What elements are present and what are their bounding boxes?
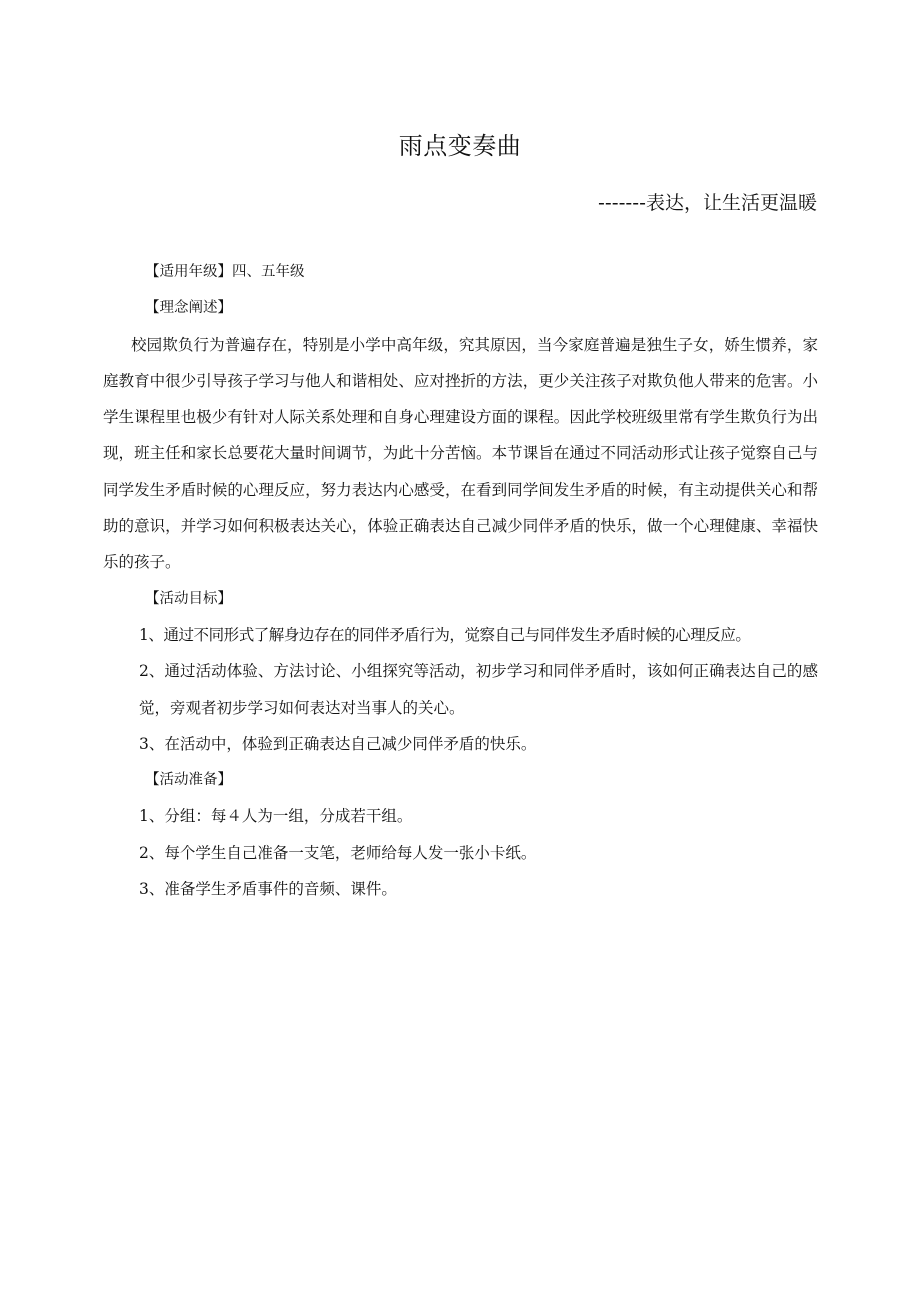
goals-heading: 【活动目标】 bbox=[145, 590, 232, 607]
document-title: 雨点变奏曲 bbox=[398, 132, 522, 160]
concept-heading: 【理念阐述】 bbox=[145, 300, 232, 317]
document-body bbox=[103, 254, 818, 907]
preparation-heading: 【活动准备】 bbox=[145, 772, 232, 789]
preparation-item-2: 2、每个学生自己准备一支笔，老师给每人发一张小卡纸。 bbox=[139, 843, 537, 862]
goal-item-1: 1、通过不同形式了解身边存在的同伴矛盾行为，觉察自己与同伴发生矛盾时候的心理反应。 bbox=[139, 625, 751, 644]
grade-line bbox=[103, 254, 818, 290]
grade-label: 【适用年级】 bbox=[145, 264, 232, 280]
preparation-item-1: 1、分组：每４人为一组，分成若干组。 bbox=[139, 807, 413, 826]
document-subtitle: -------表达，让生活更温暖 bbox=[598, 192, 817, 214]
concept-paragraph: 校园欺负行为普遍存在，特别是小学中高年级，究其原因，当今家庭普遍是独生子女，娇生惯养，家庭教育中很少引导孩子学习与他人和谐相处、应对挫折的方法，更少关注孩子对欺负他人带来的危害。小学生课程里也极少有针对人际关系处理和自身心理建设方面的课程。因此学校班级里常有学生欺负行为出现，班主任和家长总要花大量时间调节，为此十分苦恼。本节课旨在通过不同活动形式让孩子觉察自己与同学发生矛盾时候的心理反应，努力表达内心感受，在看到同学间发生矛盾的时候，有主动提供关心和帮助的意识，并学习如何积极表达关心，体验正确表达自己减少同伴矛盾的快乐，做一个心理健康、幸福快乐的孩子。 bbox=[103, 335, 818, 572]
grade-value: 四、五年级 bbox=[232, 264, 305, 280]
goal-item-2: 2、通过活动体验、方法讨论、小组探究等活动，初步学习和同伴矛盾时，该如何正确表达自己的感觉，旁观者初步学习如何表达对当事人的关心。 bbox=[139, 662, 818, 717]
preparation-item-3: 3、准备学生矛盾事件的音频、课件。 bbox=[139, 880, 397, 899]
goal-item-3: 3、在活动中，体验到正确表达自己减少同伴矛盾的快乐。 bbox=[139, 734, 537, 753]
